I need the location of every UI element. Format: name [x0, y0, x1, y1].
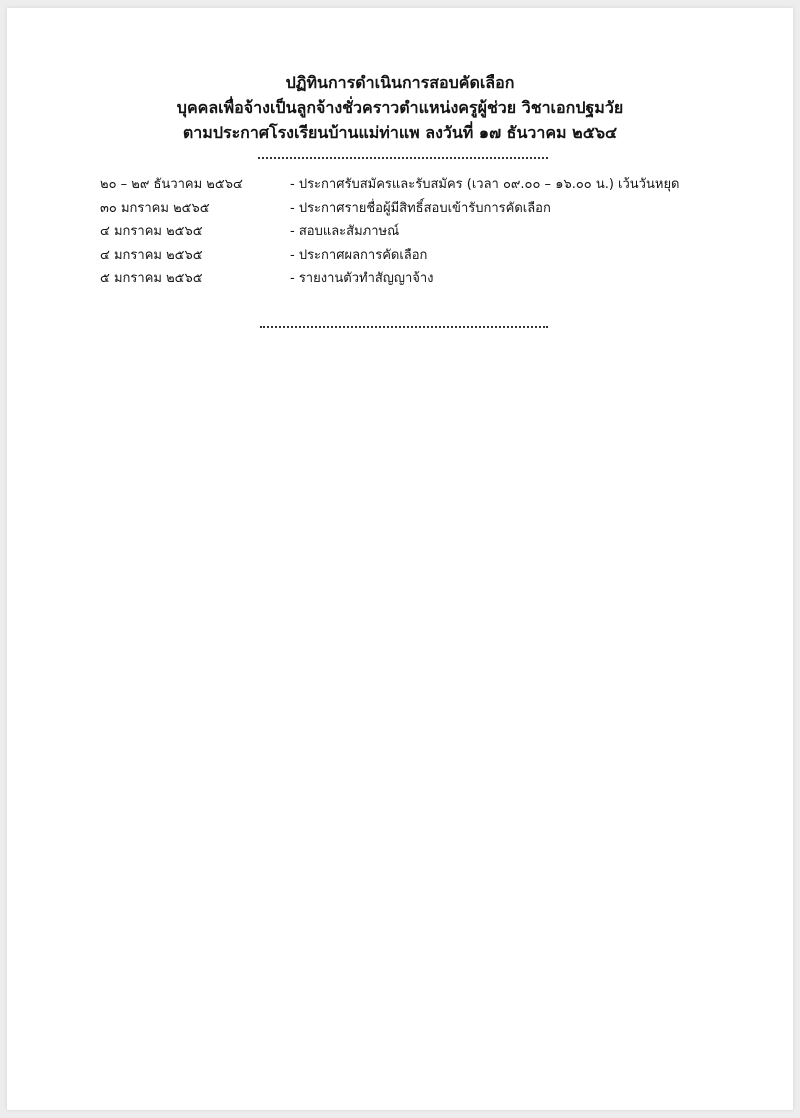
- document-page: [7, 8, 793, 1110]
- schedule-row: [100, 220, 720, 244]
- schedule-date: ๒๐ – ๒๙ ธันวาคม ๒๕๖๔: [100, 177, 243, 192]
- document-header: [7, 70, 793, 145]
- schedule-event: - ประกาศรับสมัครและรับสมัคร (เวลา ๐๙.๐๐ – ๑๖.๐๐ น.) เว้นวันหยุด: [290, 177, 680, 192]
- schedule-row: [100, 197, 720, 221]
- schedule-date: ๔ มกราคม ๒๕๖๕: [100, 247, 203, 263]
- document-announcement-reference: ตามประกาศโรงเรียนบ้านแม่ท่าแพ ลงวันที่ ๑๗ ธันวาคม ๒๕๖๔: [182, 123, 618, 142]
- schedule-event: - รายงานตัวทำสัญญาจ้าง: [290, 271, 434, 286]
- schedule-date: ๓๐ มกราคม ๒๕๖๕: [100, 200, 210, 216]
- schedule-event: - สอบและสัมภาษณ์: [290, 224, 400, 239]
- document-subtitle: บุคคลเพื่อจ้างเป็นลูกจ้างชั่วคราวตำแหน่งครูผู้ช่วย วิชาเอกปฐมวัย: [176, 98, 624, 117]
- top-dotted-separator: [258, 157, 548, 159]
- schedule-row: [100, 244, 720, 268]
- schedule-date: ๔ มกราคม ๒๕๖๕: [100, 224, 203, 239]
- schedule-event: - ประกาศผลการคัดเลือก: [290, 247, 428, 263]
- schedule-event: - ประกาศรายชื่อผู้มีสิทธิ์สอบเข้ารับการคัดเลือก: [290, 200, 551, 216]
- bottom-dotted-separator: [260, 326, 548, 328]
- document-title: ปฏิทินการดำเนินการสอบคัดเลือก: [285, 73, 515, 92]
- schedule-list: [100, 173, 720, 291]
- schedule-row: [100, 173, 720, 197]
- schedule-date: ๕ มกราคม ๒๕๖๕: [100, 271, 203, 286]
- schedule-row: [100, 267, 720, 291]
